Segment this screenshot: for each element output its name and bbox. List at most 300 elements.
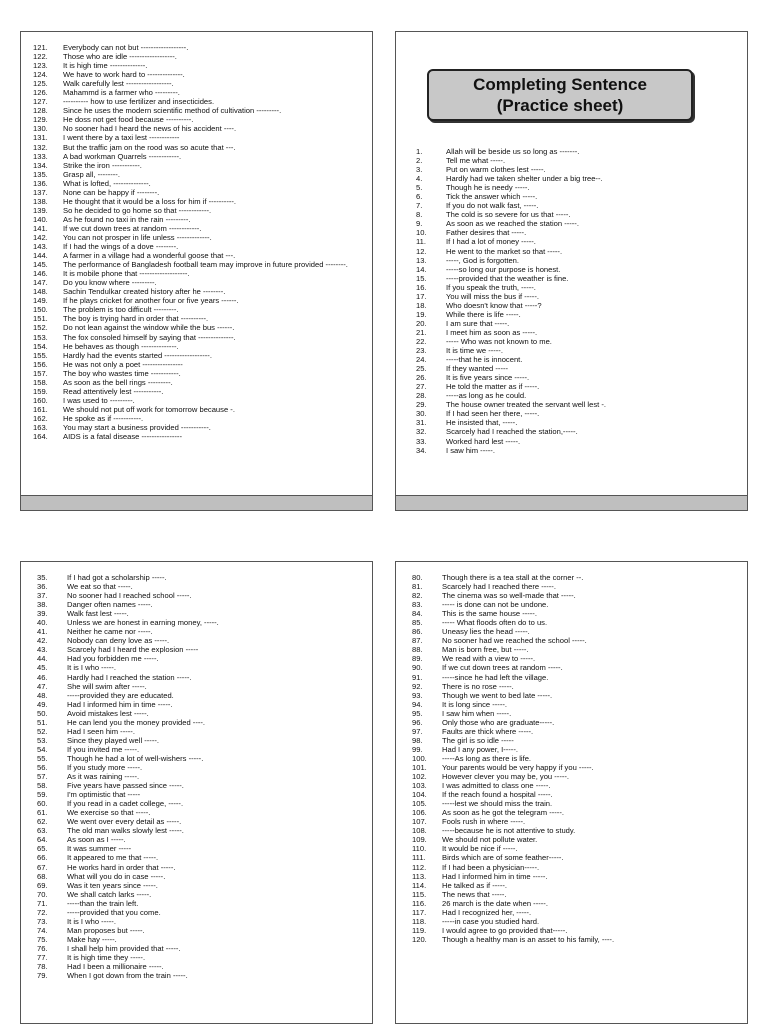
item-text: Man proposes but -----. <box>67 925 145 935</box>
item-text: We eat so that -----. <box>67 582 133 592</box>
item-number: 79. <box>37 971 48 981</box>
item-text: -----since he had left the village. <box>442 672 549 682</box>
item-text: Walk fast lest -----. <box>67 609 129 619</box>
list-item <box>37 709 362 718</box>
item-text: Hardly had we taken shelter under a big tree--. <box>446 174 603 184</box>
item-number: 19. <box>416 309 427 319</box>
item-number: 21. <box>416 327 427 337</box>
item-number: 38. <box>37 600 48 610</box>
item-number: 152. <box>33 323 48 333</box>
item-text: Though there is a tea stall at the corner --. <box>442 573 584 582</box>
list-item <box>33 97 363 106</box>
list-item <box>412 772 737 781</box>
item-text: -----so long our purpose is honest. <box>446 264 561 274</box>
item-number: 141. <box>33 223 48 233</box>
item-number: 56. <box>37 762 48 772</box>
list-item <box>412 853 737 862</box>
item-text: It is I who -----. <box>67 916 116 926</box>
list-item <box>412 682 737 691</box>
list-item <box>37 663 362 672</box>
item-number: 151. <box>33 314 48 324</box>
item-number: 70. <box>37 889 48 899</box>
item-text: I was used to ---------. <box>63 395 135 405</box>
item-number: 35. <box>37 573 48 582</box>
item-text: ----- is done can not be undone. <box>442 600 549 610</box>
item-text: ----- Who was not known to me. <box>446 336 552 346</box>
item-text: -----provided that the weather is fine. <box>446 273 569 283</box>
list-item <box>412 799 737 808</box>
list-item <box>33 88 363 97</box>
list-item <box>33 224 363 233</box>
item-number: 114. <box>412 880 427 890</box>
page-4 <box>395 561 748 1024</box>
item-number: 25. <box>416 364 427 374</box>
item-text: Your parents would be very happy if you -----. <box>442 762 594 772</box>
item-text: It is mobile phone that -------------------. <box>63 269 190 279</box>
item-text: The cold is so severe for us that -----. <box>446 210 571 220</box>
item-text: You may start a business provided -----------. <box>63 422 211 432</box>
item-number: 74. <box>37 925 48 935</box>
list-item <box>37 682 362 691</box>
item-number: 104. <box>412 790 427 800</box>
list-item <box>37 591 362 600</box>
list-item <box>412 673 737 682</box>
item-number: 124. <box>33 70 48 80</box>
title-line-1: Completing Sentence <box>473 75 647 94</box>
list-item <box>416 292 736 301</box>
item-number: 89. <box>412 654 423 664</box>
list-item <box>33 369 363 378</box>
list-item <box>33 287 363 296</box>
list-item <box>416 437 736 446</box>
item-text: Was it ten years since -----. <box>67 880 158 890</box>
list-item <box>416 156 736 165</box>
item-number: 92. <box>412 681 423 691</box>
item-number: 135. <box>33 169 48 179</box>
item-text: -----provided they are educated. <box>67 690 174 700</box>
item-text: If I had got a scholarship -----. <box>67 573 167 582</box>
item-text: He thought that it would be a loss for him if ----------. <box>63 196 237 206</box>
list-item <box>33 378 363 387</box>
item-number: 105. <box>412 799 427 809</box>
question-list <box>416 147 736 455</box>
item-number: 113. <box>412 871 427 881</box>
item-text: He insisted that, -----. <box>446 418 518 428</box>
list-item <box>412 754 737 763</box>
list-item <box>416 210 736 219</box>
list-item <box>33 305 363 314</box>
item-number: 33. <box>416 436 427 446</box>
item-number: 115. <box>412 889 427 899</box>
item-number: 86. <box>412 627 423 637</box>
list-item <box>412 908 737 917</box>
list-item <box>412 618 737 627</box>
footer-bar <box>21 495 372 510</box>
list-item <box>416 427 736 436</box>
item-number: 71. <box>37 898 48 908</box>
item-text: He went to the market so that -----. <box>446 246 563 256</box>
list-item <box>37 962 362 971</box>
item-number: 119. <box>412 925 427 935</box>
item-number: 20. <box>416 318 427 328</box>
list-item <box>37 700 362 709</box>
list-item <box>33 79 363 88</box>
list-item <box>33 52 363 61</box>
item-number: 6. <box>416 192 423 202</box>
item-text: As soon as we reached the station -----. <box>446 219 579 229</box>
list-item <box>416 147 736 156</box>
item-number: 107. <box>412 817 427 827</box>
list-item <box>33 323 363 332</box>
item-text: However clever you may be, you -----. <box>442 772 570 782</box>
list-item <box>412 709 737 718</box>
item-text: He works hard in order that -----. <box>67 862 176 872</box>
item-text: It was summer ----- <box>67 844 132 854</box>
list-item <box>33 170 363 179</box>
item-number: 98. <box>412 735 423 745</box>
item-number: 118. <box>412 916 427 926</box>
list-item <box>33 206 363 215</box>
list-item <box>37 636 362 645</box>
item-text: The boy who wastes time -----------. <box>63 368 181 378</box>
item-number: 128. <box>33 106 48 116</box>
item-text: -----lest we should miss the train. <box>442 799 553 809</box>
list-item <box>412 926 737 935</box>
item-text: The cinema was so well-made that -----. <box>442 591 576 601</box>
item-text: He can lend you the money provided ----. <box>67 717 206 727</box>
list-item <box>37 600 362 609</box>
item-number: 133. <box>33 151 48 161</box>
list-item <box>37 618 362 627</box>
list-item <box>33 70 363 79</box>
item-text: If I had the wings of a dove --------. <box>63 242 179 252</box>
list-item <box>33 414 363 423</box>
list-item <box>37 863 362 872</box>
item-number: 57. <box>37 772 48 782</box>
item-text: Had I seen him -----. <box>67 726 135 736</box>
item-text: Faults are thick where -----. <box>442 726 534 736</box>
item-text: Had I been a millionaire -----. <box>67 962 164 972</box>
item-number: 161. <box>33 404 48 414</box>
item-text: Grasp all, --------. <box>63 169 120 179</box>
list-item <box>33 115 363 124</box>
item-text: I meet him as soon as -----. <box>446 327 538 337</box>
item-text: What will you do in case -----. <box>67 871 166 881</box>
item-number: 63. <box>37 826 48 836</box>
item-text: It is five years since -----. <box>446 373 530 383</box>
list-item <box>33 405 363 414</box>
item-number: 146. <box>33 269 48 279</box>
list-item <box>416 346 736 355</box>
item-text: Worked hard lest -----. <box>446 436 521 446</box>
item-text: Fools rush in where -----. <box>442 817 526 827</box>
item-text: Father desires that -----. <box>446 228 527 238</box>
item-text: I shall help him provided that -----. <box>67 943 181 953</box>
item-number: 59. <box>37 790 48 800</box>
item-number: 149. <box>33 296 48 306</box>
list-item <box>33 396 363 405</box>
question-list <box>33 43 363 441</box>
item-text: -----than the train left. <box>67 898 139 908</box>
item-text: We exercise so that -----. <box>67 808 151 818</box>
list-item <box>412 609 737 618</box>
item-number: 44. <box>37 654 48 664</box>
item-text: I went there by a taxi lest ------------ <box>63 133 180 143</box>
item-number: 155. <box>33 350 48 360</box>
list-item <box>412 817 737 826</box>
item-number: 143. <box>33 242 48 252</box>
item-number: 29. <box>416 400 427 410</box>
list-item <box>412 691 737 700</box>
item-number: 88. <box>412 645 423 655</box>
item-text: Hardly had I reached the station -----. <box>67 672 192 682</box>
item-number: 45. <box>37 663 48 673</box>
item-text: The old man walks slowly lest -----. <box>67 826 184 836</box>
list-item <box>416 274 736 283</box>
item-text: I saw him when -----. <box>442 708 512 718</box>
item-text: No sooner had we reached the school -----. <box>442 636 587 646</box>
list-item <box>37 826 362 835</box>
item-text: Man is born free, but -----. <box>442 645 529 655</box>
item-number: 110. <box>412 844 427 854</box>
item-text: I was admitted to class one -----. <box>442 781 551 791</box>
item-number: 144. <box>33 251 48 261</box>
item-text: Avoid mistakes lest -----. <box>67 708 149 718</box>
item-number: 2. <box>416 156 423 166</box>
item-number: 103. <box>412 781 427 791</box>
item-text: Sachin Tendulkar created history after he --------. <box>63 287 226 297</box>
item-number: 136. <box>33 178 48 188</box>
list-item <box>37 853 362 862</box>
item-number: 102. <box>412 772 427 782</box>
item-text: This is the same house -----. <box>442 609 537 619</box>
list-item <box>37 908 362 917</box>
item-text: -----as long as he could. <box>446 391 527 401</box>
question-list <box>37 573 362 980</box>
item-text: You can not prosper in life unless -------------. <box>63 232 212 242</box>
item-number: 109. <box>412 835 427 845</box>
item-text: Nobody can deny love as -----. <box>67 636 170 646</box>
list-item <box>33 278 363 287</box>
list-item <box>33 242 363 251</box>
item-number: 10. <box>416 228 427 238</box>
list-item <box>37 872 362 881</box>
item-number: 64. <box>37 835 48 845</box>
list-item <box>33 351 363 360</box>
item-number: 26. <box>416 373 427 383</box>
item-number: 123. <box>33 61 48 71</box>
item-number: 112. <box>412 862 427 872</box>
item-text: Had I informed him in time -----. <box>442 871 548 881</box>
item-text: Do not lean against the window while the bus ------. <box>63 323 235 333</box>
item-text: The boy is trying hard in order that ----------. <box>63 314 209 324</box>
list-item <box>412 600 737 609</box>
list-item <box>416 219 736 228</box>
list-item <box>416 391 736 400</box>
item-text: We shall catch larks -----. <box>67 889 152 899</box>
list-item <box>416 183 736 192</box>
item-number: 142. <box>33 232 48 242</box>
list-item <box>33 342 363 351</box>
item-number: 162. <box>33 413 48 423</box>
list-item <box>412 790 737 799</box>
item-text: -----in case you studied hard. <box>442 916 540 926</box>
list-item <box>412 745 737 754</box>
item-text: It is long since -----. <box>442 699 507 709</box>
list-item <box>37 781 362 790</box>
list-item <box>412 881 737 890</box>
list-item <box>416 355 736 364</box>
item-number: 116. <box>412 898 427 908</box>
item-number: 34. <box>416 445 427 455</box>
list-item <box>416 382 736 391</box>
item-number: 76. <box>37 943 48 953</box>
item-number: 160. <box>33 395 48 405</box>
item-text: So he decided to go home so that ------------. <box>63 205 212 215</box>
item-text: -----, God is forgotten. <box>446 255 520 265</box>
list-item <box>33 432 363 441</box>
item-number: 117. <box>412 907 427 917</box>
item-number: 52. <box>37 726 48 736</box>
list-item <box>33 197 363 206</box>
item-number: 132. <box>33 142 48 152</box>
item-number: 126. <box>33 88 48 98</box>
item-number: 65. <box>37 844 48 854</box>
item-number: 62. <box>37 817 48 827</box>
list-item <box>37 808 362 817</box>
list-item <box>33 161 363 170</box>
list-item <box>412 736 737 745</box>
item-text: ---------- how to use fertilizer and insecticides. <box>63 97 215 107</box>
list-item <box>33 269 363 278</box>
item-number: 81. <box>412 582 423 592</box>
item-text: If we cut down trees at random ------------. <box>63 223 202 233</box>
item-number: 87. <box>412 636 423 646</box>
item-text: Scarcely had I reached there -----. <box>442 582 556 592</box>
list-item <box>33 124 363 133</box>
item-number: 131. <box>33 133 48 143</box>
item-number: 42. <box>37 636 48 646</box>
item-text: None can be happy if --------. <box>63 187 160 197</box>
list-item <box>33 133 363 142</box>
item-number: 77. <box>37 952 48 962</box>
item-text: There is no rose -----. <box>442 681 514 691</box>
list-item <box>37 654 362 663</box>
item-text: Only those who are graduate-----. <box>442 717 555 727</box>
title-box <box>427 69 693 121</box>
item-text: If the reach found a hospital -----. <box>442 790 553 800</box>
item-number: 121. <box>33 43 48 52</box>
item-text: Five years have passed since -----. <box>67 781 184 791</box>
item-text: We should not pollute water. <box>442 835 538 845</box>
item-text: If you invited me -----. <box>67 744 140 754</box>
item-text: Had I recognized her, -----. <box>442 907 532 917</box>
list-item <box>416 174 736 183</box>
item-number: 53. <box>37 735 48 745</box>
list-item <box>412 654 737 663</box>
item-number: 3. <box>416 165 423 175</box>
item-text: Birds which are of some feather-----. <box>442 853 564 863</box>
footer-bar <box>396 495 747 510</box>
item-text: Scarcely had I reached the station,-----. <box>446 427 578 437</box>
item-number: 90. <box>412 663 423 673</box>
item-text: If I had been a physician-----. <box>442 862 540 872</box>
item-text: You will miss the bus if -----. <box>446 291 539 301</box>
item-text: -----that he is innocent. <box>446 355 523 365</box>
item-text: He was not only a poet ---------------- <box>63 359 183 369</box>
item-text: If you study more -----. <box>67 762 143 772</box>
item-text: He told the matter as if -----. <box>446 382 540 392</box>
list-item <box>37 881 362 890</box>
list-item <box>412 582 737 591</box>
page-2 <box>395 31 748 511</box>
item-text: Uneasy lies the head -----. <box>442 627 530 637</box>
list-item <box>412 935 737 944</box>
item-number: 23. <box>416 346 427 356</box>
list-item <box>416 192 736 201</box>
item-text: When I got down from the train -----. <box>67 971 188 981</box>
list-item <box>412 835 737 844</box>
item-number: 139. <box>33 205 48 215</box>
list-item <box>37 817 362 826</box>
item-text: No sooner had I heard the news of his accident ----. <box>63 124 237 134</box>
item-number: 111. <box>412 853 426 863</box>
list-item <box>412 781 737 790</box>
item-text: Everybody can not but ------------------. <box>63 43 189 52</box>
item-text: He behaves as though --------------. <box>63 341 179 351</box>
item-text: If I had seen her there, -----. <box>446 409 540 419</box>
item-text: It is high time they -----. <box>67 952 146 962</box>
item-number: 164. <box>33 432 48 442</box>
list-item <box>412 890 737 899</box>
item-text: Mahammd is a farmer who ---------. <box>63 88 180 98</box>
item-text: Had I any power, I-----. <box>442 744 518 754</box>
item-number: 157. <box>33 368 48 378</box>
list-item <box>412 899 737 908</box>
list-item <box>33 179 363 188</box>
item-number: 16. <box>416 282 427 292</box>
item-number: 130. <box>33 124 48 134</box>
item-text: While there is life -----. <box>446 309 521 319</box>
list-item <box>33 333 363 342</box>
item-text: We read with a view to -----. <box>442 654 536 664</box>
item-number: 154. <box>33 341 48 351</box>
item-number: 163. <box>33 422 48 432</box>
item-text: If you do not walk fast, -----. <box>446 201 539 211</box>
list-item <box>37 772 362 781</box>
item-number: 46. <box>37 672 48 682</box>
item-text: Neither he came nor -----. <box>67 627 153 637</box>
list-item <box>37 917 362 926</box>
item-number: 22. <box>416 336 427 346</box>
list-item <box>412 591 737 600</box>
item-number: 69. <box>37 880 48 890</box>
list-item <box>37 727 362 736</box>
item-text: As soon as I -----. <box>67 835 126 845</box>
list-item <box>416 265 736 274</box>
item-number: 39. <box>37 609 48 619</box>
list-item <box>416 446 736 455</box>
item-text: If you speak the truth, -----. <box>446 282 536 292</box>
item-text: Strike the iron -----------. <box>63 160 142 170</box>
item-number: 8. <box>416 210 423 220</box>
item-number: 24. <box>416 355 427 365</box>
item-number: 148. <box>33 287 48 297</box>
list-item <box>37 944 362 953</box>
item-number: 159. <box>33 386 48 396</box>
item-number: 96. <box>412 717 423 727</box>
item-number: 85. <box>412 618 423 628</box>
